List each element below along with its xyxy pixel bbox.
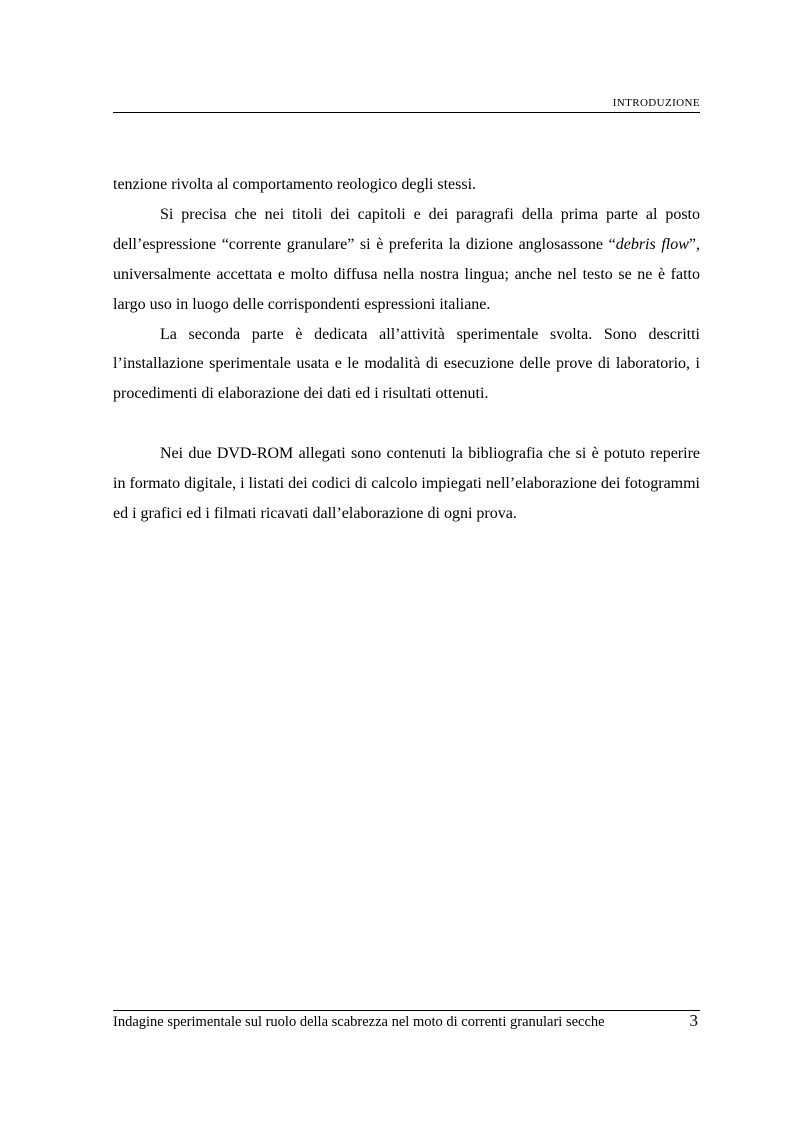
paragraph-3: La seconda parte è dedicata all’attività sperimentale svolta. Sono descritti l’installazione sperimentale usata e le modalità di esecuzione delle prove di laboratorio, i procedimenti di elaborazione dei dati ed i risultati ottenuti. <box>113 325 700 403</box>
footer-document-title: Indagine sperimentale sul ruolo della scabrezza nel moto di correnti granulari secche <box>113 1014 605 1030</box>
footer-divider <box>113 1010 700 1011</box>
page-body <box>113 170 700 529</box>
paragraph-2 <box>113 200 700 320</box>
running-header: INTRODUZIONE <box>612 97 700 109</box>
paragraph-2-after: ”, universalmente accettata e molto diffusa nella nostra lingua; anche nel testo se ne è fatto largo uso in luogo delle corrispondenti espressioni italiane. <box>113 235 701 313</box>
paragraph-4: Nei due DVD-ROM allegati sono contenuti la bibliografia che si è potuto reperire in formato digitale, i listati dei codici di calcolo impiegati nell’elaborazione dei fotogrammi ed i grafici ed i filmati ricavati dall’elaborazione di ogni prova. <box>113 445 700 523</box>
page-number: 3 <box>689 1011 698 1030</box>
paragraph-2-term: debris flow <box>615 235 689 253</box>
paragraph-2-before: Si precisa che nei titoli dei capitoli e dei paragrafi della prima parte al posto dell’espressione “corrente granulare” si è preferita la dizione anglosassone “ <box>113 205 700 253</box>
header-divider <box>113 112 700 113</box>
paragraph-1: tenzione rivolta al comportamento reologico degli stessi. <box>113 176 477 193</box>
